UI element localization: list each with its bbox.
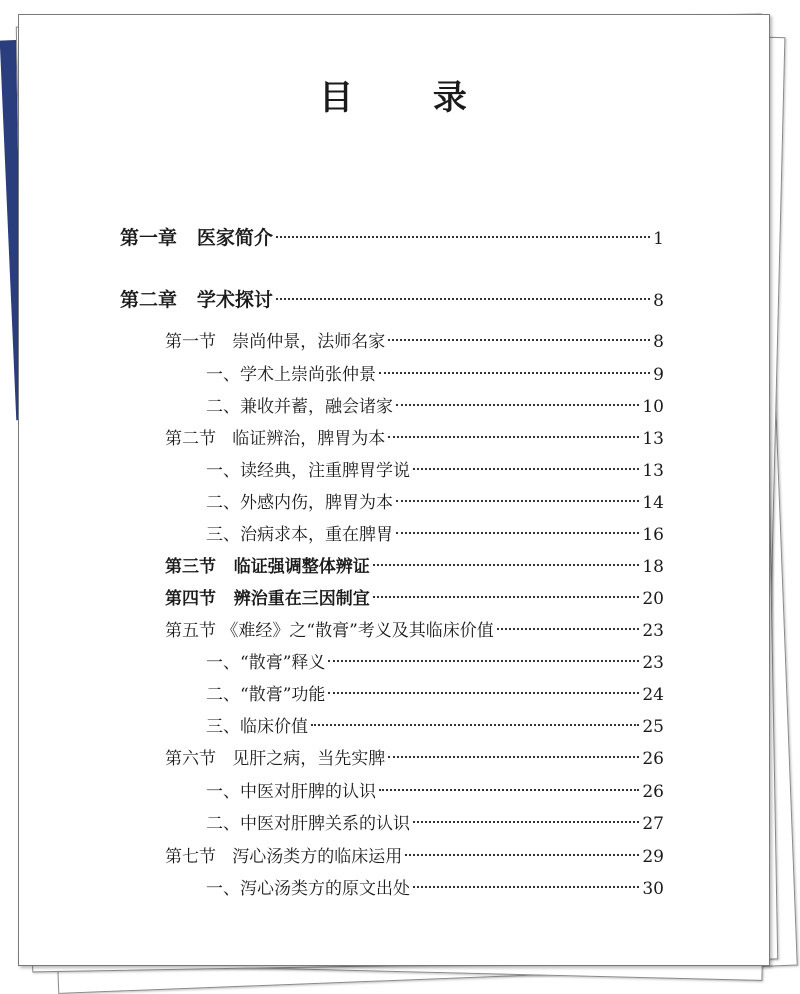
leader-dots: [413, 821, 639, 823]
toc-entry[interactable]: [165, 425, 664, 453]
leader-dots: [396, 532, 639, 534]
toc-entry-label: 第二节 临证辨治，脾胃为本: [165, 429, 386, 449]
toc-entry[interactable]: [206, 875, 664, 903]
leader-dots: [276, 298, 650, 300]
toc-entry-label: 第七节 泻心汤类方的临床运用: [165, 847, 403, 867]
toc-entry-label: 二、外感内伤，脾胃为本: [206, 493, 393, 513]
toc-page-number: 25: [642, 717, 664, 737]
toc-entry[interactable]: [206, 713, 664, 741]
toc-entry-label: 二、中医对肝脾关系的认识: [206, 814, 410, 834]
toc-entry-label: 一、读经典，注重脾胃学说: [206, 461, 410, 481]
toc-entry-label: 三、临床价值: [206, 717, 308, 737]
leader-dots: [388, 756, 639, 758]
toc-page-number: 26: [642, 782, 664, 802]
toc-entry-label: 一、中医对肝脾的认识: [206, 782, 376, 802]
toc-page-number: 23: [642, 621, 664, 641]
toc-entry[interactable]: [206, 649, 664, 677]
leader-dots: [328, 692, 639, 694]
toc-entry[interactable]: [120, 286, 664, 314]
toc-entry[interactable]: [206, 457, 664, 485]
toc-entry-label: 第三节 临证强调整体辨证: [165, 557, 370, 577]
toc-page-number: 1: [653, 229, 664, 249]
toc-page-number: 27: [642, 814, 664, 834]
toc-entry-label: 第二章 学术探讨: [120, 289, 273, 311]
toc-page-number: 20: [642, 589, 664, 609]
toc-entry-label: 一、泻心汤类方的原文出处: [206, 879, 410, 899]
leader-dots: [276, 236, 650, 238]
toc-page-number: 24: [642, 685, 664, 705]
leader-dots: [373, 564, 640, 566]
toc-entry-label: 二、“散膏”功能: [206, 685, 326, 705]
toc-entry-label: 一、学术上崇尚张仲景: [206, 365, 376, 385]
toc-entry[interactable]: [206, 489, 664, 517]
leader-dots: [413, 468, 639, 470]
toc-entry[interactable]: [165, 617, 664, 645]
leader-dots: [388, 339, 650, 341]
leader-dots: [311, 724, 639, 726]
leader-dots: [396, 500, 639, 502]
toc-page-number: 18: [642, 557, 664, 577]
leader-dots: [497, 628, 640, 630]
toc-entry-label: 三、治病求本，重在脾胃: [206, 525, 393, 545]
toc-entry[interactable]: [206, 681, 664, 709]
toc-entry[interactable]: [165, 843, 664, 871]
leader-dots: [388, 436, 639, 438]
leader-dots: [405, 854, 639, 856]
toc-entry-label: 第五节 《难经》之“散膏”考义及其临床价值: [165, 621, 494, 641]
toc-page-number: 30: [642, 879, 664, 899]
toc-entry-label: 第一节 崇尚仲景，法师名家: [165, 332, 386, 352]
toc-page-number: 14: [642, 493, 664, 513]
toc-page-number: 23: [642, 653, 664, 673]
toc-entry[interactable]: [206, 810, 664, 838]
toc-page-number: 29: [642, 847, 664, 867]
toc-page-number: 13: [642, 429, 664, 449]
leader-dots: [373, 596, 640, 598]
toc-entry[interactable]: [120, 224, 664, 252]
toc-page-number: 16: [642, 525, 664, 545]
leader-dots: [413, 886, 639, 888]
toc-entry-label: 第六节 见肝之病，当先实脾: [165, 749, 386, 769]
leader-dots: [379, 789, 639, 791]
toc-entry[interactable]: [206, 393, 664, 421]
toc-entry-label: 第一章 医家简介: [120, 227, 273, 249]
toc-entry-label: 一、“散膏”释义: [206, 653, 326, 673]
leader-dots: [328, 660, 639, 662]
toc-entry[interactable]: [206, 521, 664, 549]
toc-page-number: 10: [642, 397, 664, 417]
toc-entry[interactable]: [206, 778, 664, 806]
toc-entry[interactable]: [165, 328, 664, 356]
toc-entry-label: 第四节 辨治重在三因制宜: [165, 589, 370, 609]
toc-page-number: 9: [653, 365, 664, 385]
toc-page-number: 8: [653, 291, 664, 311]
toc-entry[interactable]: [165, 553, 664, 581]
toc-page-number: 26: [642, 749, 664, 769]
toc-entry[interactable]: [206, 361, 664, 389]
toc-entry-label: 二、兼收并蓄，融会诸家: [206, 397, 393, 417]
toc-page-number: 13: [642, 461, 664, 481]
toc-entry[interactable]: [165, 585, 664, 613]
toc-page-number: 8: [653, 332, 664, 352]
leader-dots: [396, 404, 639, 406]
leader-dots: [379, 372, 650, 374]
toc-entry[interactable]: [165, 745, 664, 773]
page-title: 目 录: [319, 78, 501, 118]
